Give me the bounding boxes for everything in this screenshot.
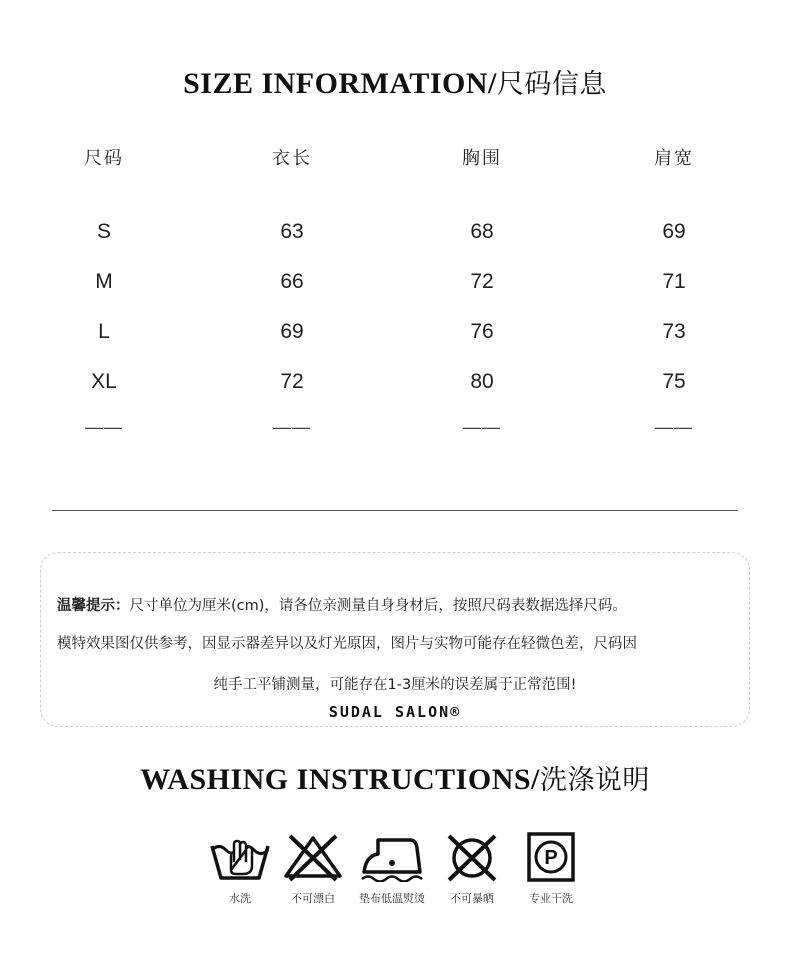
- section-divider: [52, 510, 738, 511]
- size-title-cn: 尺码信息: [496, 69, 607, 100]
- table-row: [0, 370, 790, 400]
- table-cell: 63: [280, 220, 304, 243]
- table-cell: M: [95, 270, 113, 293]
- table-header-row: [0, 144, 790, 174]
- table-cell: 69: [280, 320, 304, 343]
- wash-title-en: WASHING INSTRUCTIONS/: [140, 763, 540, 796]
- wash-label: 专业干洗: [529, 892, 573, 905]
- low-iron-icon: [360, 832, 424, 882]
- header-cell-shoulder: 肩宽: [654, 148, 694, 169]
- wash-label: 垫布低温熨烫: [359, 892, 425, 905]
- table-cell: XL: [91, 370, 117, 393]
- table-cell: ——: [655, 417, 693, 437]
- table-cell: L: [98, 320, 110, 343]
- tip-line-1: [57, 594, 627, 615]
- table-cell: 72: [470, 270, 494, 293]
- wash-label: 不可暴晒: [450, 892, 494, 905]
- table-cell: 69: [662, 220, 686, 243]
- table-cell: 75: [662, 370, 686, 393]
- brand-logo: SUDAL SALON®: [328, 703, 462, 721]
- table-cell: S: [96, 220, 111, 243]
- tip-line-3: 纯手工平铺测量，可能存在1-3厘米的误差属于正常范围!: [213, 677, 577, 693]
- table-row: [0, 220, 790, 250]
- wash-label: 水洗: [229, 892, 251, 905]
- table-row: [0, 270, 790, 300]
- table-cell: 66: [280, 270, 304, 293]
- table-cell: 76: [470, 320, 494, 343]
- size-information-title: [0, 62, 790, 101]
- header-cell-size: 尺码: [84, 148, 124, 169]
- wash-item: [511, 832, 591, 906]
- wash-item: [273, 832, 353, 906]
- washing-instructions-title: [0, 758, 790, 797]
- wash-label: 不可漂白: [291, 892, 335, 905]
- tip-lead: 温馨提示：: [57, 598, 130, 614]
- table-row: [0, 320, 790, 350]
- size-title-en: SIZE INFORMATION/: [183, 67, 497, 100]
- table-cell: 68: [470, 220, 494, 243]
- tip-line-2: 模特效果图仅供参考，因显示器差异以及灯光原因，图片与实物可能存在轻微色差，尺码因: [57, 636, 637, 652]
- table-cell: ——: [273, 417, 311, 437]
- table-cell: 72: [280, 370, 304, 393]
- wash-item: [432, 832, 512, 906]
- table-cell: 73: [662, 320, 686, 343]
- no-bleach-icon: [282, 832, 344, 882]
- table-cell: 71: [662, 270, 686, 293]
- wash-title-cn: 洗涤说明: [539, 765, 650, 796]
- table-cell: ——: [85, 417, 123, 437]
- wash-item: [352, 832, 432, 906]
- header-cell-length: 衣长: [272, 148, 312, 169]
- dry-clean-icon: [520, 832, 582, 882]
- no-tumble-dry-icon: [441, 832, 503, 882]
- hand-wash-icon: [209, 832, 271, 882]
- header-cell-chest: 胸围: [462, 148, 502, 169]
- table-row: [0, 417, 790, 447]
- table-cell: 80: [470, 370, 494, 393]
- svg-text:P: P: [544, 847, 558, 869]
- table-cell: ——: [463, 417, 501, 437]
- tip-text-1: 尺寸单位为厘米(cm)，请各位亲测量自身身材后，按照尺码表数据选择尺码。: [129, 598, 627, 614]
- wash-item: [200, 832, 280, 906]
